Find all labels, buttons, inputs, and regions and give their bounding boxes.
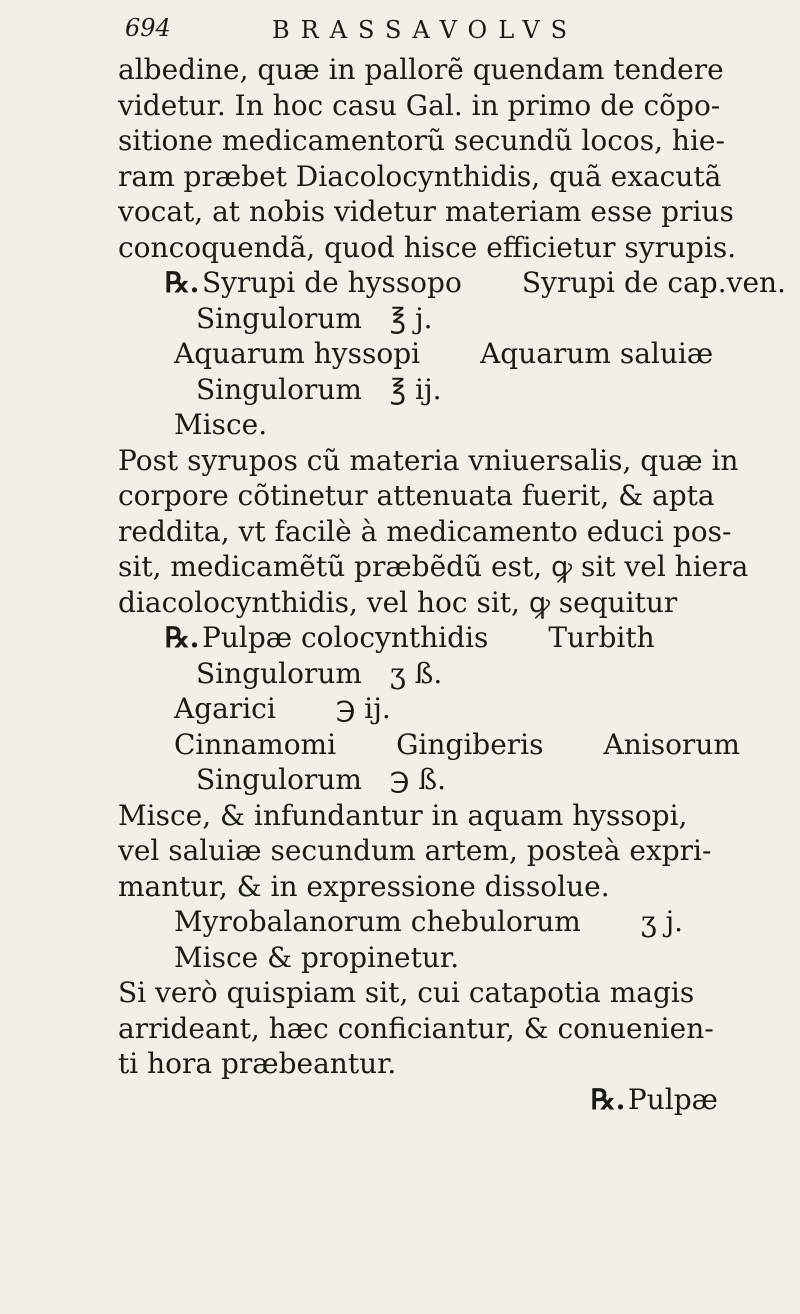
line-text: Cinnamomi [174,727,337,761]
line-text-column: ℈ ij. [335,692,391,725]
text-line [118,656,758,692]
line-text: Singulorum [196,763,362,796]
line-text: sit, medicamẽtũ præbẽdũ est, ꝙ sit vel hiera [118,550,749,583]
line-text: Misce & propinetur. [174,940,460,974]
line-text: reddita, vt facilè à medicamento educi pos- [118,514,732,548]
line-text: Pulpæ colocynthidis [202,621,489,654]
line-text: Singulorum [196,656,362,690]
text-line [118,407,758,443]
line-text: vel saluiæ secundum artem, posteà expri- [118,834,712,867]
line-text-column: ℥ j. [389,301,433,335]
text-line [118,514,758,550]
line-text-column: Aquarum saluiæ [480,337,714,370]
text-line [118,372,758,408]
line-text-column: ℈ ß. [389,763,446,796]
line-text: vocat, at nobis videtur materiam esse prius [118,195,734,228]
line-text: Post syrupos cũ materia vniuersalis, quæ in [118,443,739,477]
text-line [118,88,758,124]
text-line [118,52,758,88]
line-text: Myrobalanorum chebulorum [174,905,581,938]
text-line [118,904,758,940]
line-text: Agarici [174,692,276,725]
recipe-symbol: ℞. [164,621,200,654]
text-body [118,52,786,1117]
line-text: mantur, & in expressione dissolue. [118,869,610,903]
text-line [118,230,758,266]
text-line [118,1082,758,1118]
text-line [118,478,758,514]
page-header [0,8,800,48]
text-line [118,727,758,763]
line-text: videtur. In hoc casu Gal. in primo de cõpo- [118,88,721,122]
line-text-column: Turbith [548,621,655,654]
line-text-column: ʒ j. [640,905,684,938]
running-head: BRASSAVOLVS [272,16,579,44]
text-line [118,549,758,585]
text-line [118,762,758,798]
text-line [118,691,758,727]
line-text: Si verò quispiam sit, cui catapotia magis [118,976,695,1009]
text-line [118,301,758,337]
line-text: ram præbet Diacolocynthidis, quã exacutã [118,159,722,193]
text-line [118,443,758,479]
line-text-column: Anisorum [603,727,740,761]
line-text: corpore cõtinetur attenuata fuerit, & apta [118,479,715,512]
line-text-column: Syrupi de cap.ven. [521,266,786,299]
text-line [118,265,786,301]
line-text: diacolocynthidis, vel hoc sit, ꝙ sequitur [118,585,678,619]
text-line [118,620,758,656]
line-text-column: ʒ ß. [389,656,443,690]
line-text: Syrupi de hyssopo [202,266,462,299]
text-line [118,336,758,372]
line-text: Aquarum hyssopi [174,337,421,370]
line-text: arrideant, hæc conficiantur, & conuenien- [118,1011,714,1045]
line-text: concoquendã, quod hisce efficietur syrupis. [118,230,737,264]
text-line [118,940,758,976]
line-text-column: ℥ ij. [389,372,442,406]
line-text: Singulorum [196,301,362,335]
text-line [118,159,758,195]
recipe-symbol: ℞. [590,1082,626,1116]
line-text: Singulorum [196,372,362,406]
line-text: Misce, & infundantur in aquam hyssopi, [118,798,688,832]
recipe-symbol: ℞. [164,266,200,299]
line-text: albedine, quæ in pallorẽ quendam tendere [118,53,724,86]
text-line [118,194,758,230]
text-line [118,833,758,869]
line-text: Misce. [174,408,268,441]
line-text: sitione medicamentorũ secundũ locos, hie- [118,124,725,157]
line-text-column: Gingiberis [396,727,544,761]
text-line [118,585,758,621]
line-text: ti hora præbeantur. [118,1047,397,1080]
line-text: Pulpæ [627,1082,718,1116]
text-line [118,869,758,905]
page-number: 694 [125,14,171,42]
text-line [118,123,758,159]
text-line [118,975,758,1011]
text-line [118,1046,758,1082]
text-line [118,1011,758,1047]
text-line [118,798,758,834]
